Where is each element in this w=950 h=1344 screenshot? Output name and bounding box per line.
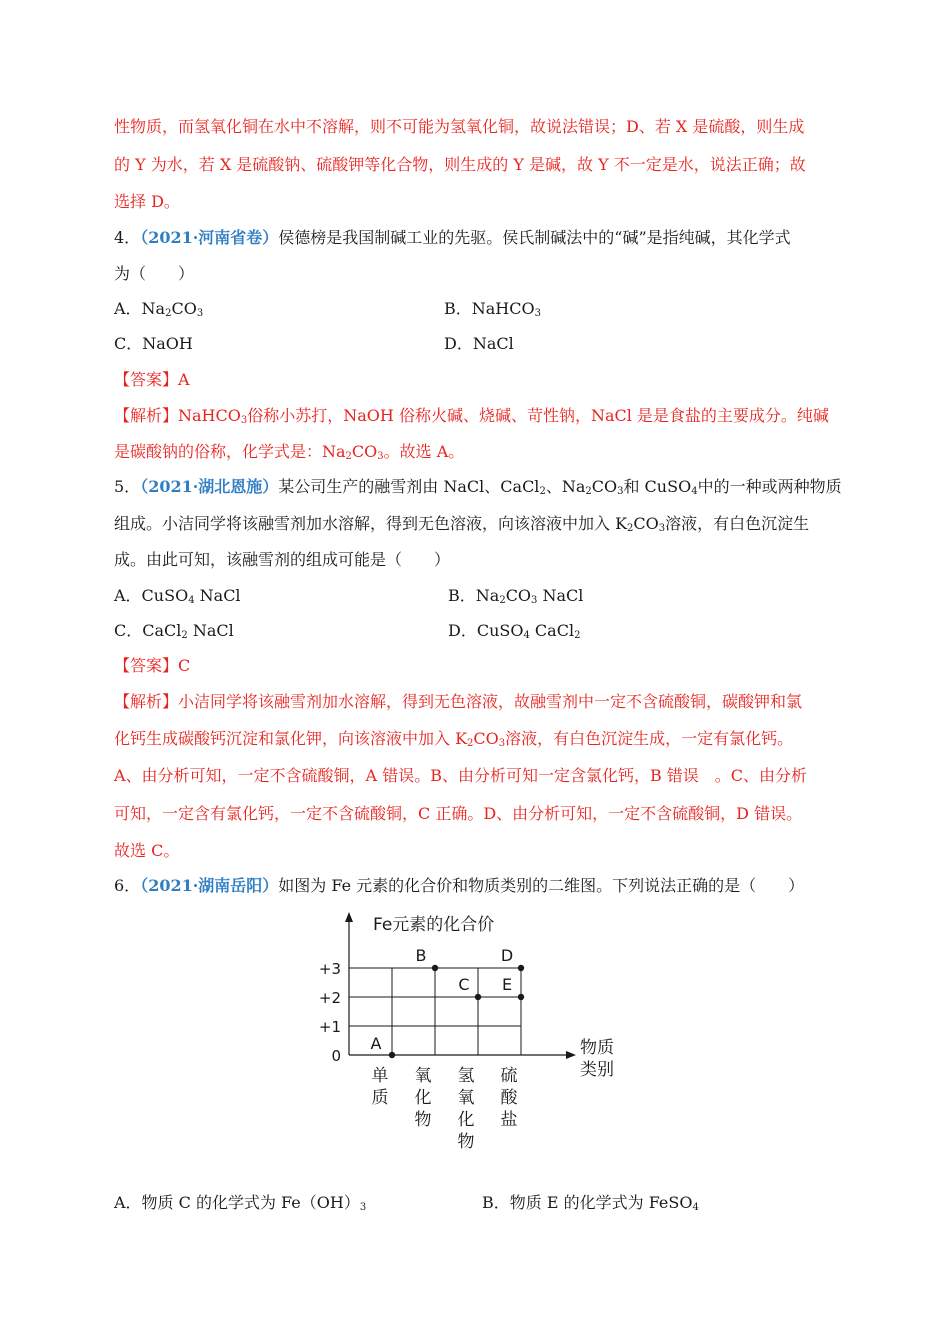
q5-option-b	[448, 586, 583, 606]
x-category-label	[501, 1066, 519, 1130]
q5-analysis-line-2	[114, 729, 793, 749]
text: 溶液，有白色沉淀生成，一定有氯化钙。	[505, 729, 794, 748]
q6-stem	[114, 876, 804, 896]
x-category-char: 质	[371, 1088, 389, 1108]
point-label-D: D	[500, 946, 514, 965]
text: CO	[505, 586, 532, 605]
x-axis-label-line: 物质	[580, 1038, 614, 1058]
text: NaCl	[194, 586, 241, 605]
point-label-E: E	[501, 975, 513, 994]
text: A．CuSO	[114, 586, 189, 605]
sub: 2	[165, 308, 172, 319]
sub: 2	[627, 523, 634, 534]
sub: 3	[658, 523, 666, 534]
text: CO	[473, 729, 499, 748]
sub: 2	[467, 738, 474, 749]
q6-number: 6．	[114, 876, 141, 895]
y-axis-arrow	[345, 912, 353, 922]
sub: 4	[523, 630, 530, 641]
q5-option-a	[114, 586, 241, 606]
text: 俗称小苏打，NaOH 俗称火碱、烧碱、苛性钠，NaCl 是是食盐的主要成分。纯碱	[247, 406, 829, 425]
x-axis-arrow	[566, 1051, 576, 1059]
point-label-A: A	[370, 1034, 382, 1053]
q5-option-d	[448, 621, 580, 641]
q5-analysis-line-4: 可知，一定含有氯化钙，一定不含硫酸铜，C 正确。D、由分析可知，一定不含硫酸铜，D 错误。	[114, 804, 803, 823]
text: NaCl	[537, 586, 584, 605]
sub: 3	[196, 308, 204, 319]
sub: 3	[498, 738, 506, 749]
q6-option-b	[482, 1193, 699, 1213]
q5-source: （2021·湖北恩施）	[140, 477, 279, 496]
answer-tag: 【答案】	[114, 656, 179, 675]
sub: 4	[692, 1202, 699, 1213]
sub: 2	[499, 595, 506, 606]
x-axis-label	[580, 1038, 614, 1080]
q5-stem-line-3: 成。由此可知，该融雪剂的组成可能是（ ）	[114, 550, 451, 569]
text: CaCl	[529, 621, 575, 640]
x-category-label	[458, 1066, 475, 1152]
text: CO	[591, 477, 618, 496]
sub: 4	[691, 486, 698, 497]
x-category-label	[372, 1066, 389, 1108]
x-category-char: 单	[371, 1066, 389, 1086]
q4-option-a-text: A．Na	[114, 299, 166, 318]
q4-option-b	[444, 299, 541, 319]
x-category-char: 氧	[414, 1066, 432, 1086]
x-category-char: 化	[414, 1088, 432, 1108]
x-category-char: 硫	[500, 1066, 518, 1086]
fe-valence-chart	[318, 910, 630, 1160]
q4-number: 4．	[114, 228, 141, 247]
text: A．物质 C 的化学式为 Fe（OH）	[114, 1193, 360, 1212]
x-category-char: 酸	[500, 1088, 518, 1108]
point-label-B: B	[415, 946, 427, 965]
q4-analysis-line-2	[114, 442, 464, 462]
answer-value: C	[178, 656, 191, 675]
q5-number: 5．	[114, 477, 141, 496]
q4-option-c: C．NaOH	[114, 334, 193, 353]
point-E	[518, 994, 524, 1000]
text: 化钙生成碳酸钙沉淀和氯化钾，向该溶液中加入 K	[114, 729, 468, 748]
text: 、Na	[545, 477, 586, 496]
answer-tag: 【答案】	[114, 370, 179, 389]
text: B．Na	[448, 586, 500, 605]
q4-stem-line-2: 为（ ）	[114, 264, 195, 283]
text: CO	[351, 442, 378, 461]
text: NaHCO	[178, 406, 241, 425]
point-label-C: C	[458, 975, 470, 994]
q4-analysis-line-1	[114, 406, 829, 426]
q4-source: （2021·河南省卷）	[140, 228, 279, 247]
q4-option-d: D．NaCl	[444, 334, 514, 353]
x-category-char: 物	[457, 1132, 475, 1152]
sub: 3	[359, 1202, 367, 1213]
text: 如图为 Fe 元素的化合价和物质类别的二维图。下列说法正确的是（ ）	[278, 876, 805, 895]
text: C．CaCl	[114, 621, 182, 640]
q5-stem-line-2	[114, 514, 809, 534]
q5-option-c	[114, 621, 234, 641]
text: CO	[633, 514, 659, 533]
sub: 3	[531, 595, 538, 606]
x-axis-label-line: 类别	[580, 1060, 614, 1080]
y-tick-label: 0	[331, 1047, 341, 1065]
analysis-tag: 【解析】	[114, 692, 179, 711]
q5-analysis-line-1	[114, 692, 802, 712]
text: 是碳酸钠的俗称，化学式是：Na	[114, 442, 346, 461]
x-category-char: 物	[414, 1110, 432, 1130]
analysis-tag: 【解析】	[114, 406, 179, 425]
point-B	[432, 965, 438, 971]
sub: 2	[345, 451, 352, 462]
y-tick-label: +2	[318, 989, 341, 1007]
text: NaCl	[187, 621, 234, 640]
y-tick-label: +3	[318, 960, 341, 978]
q5-analysis-line-5: 故选 C。	[114, 841, 180, 860]
q4-stem: 侯德榜是我国制碱工业的先驱。侯氏制碱法中的“碱”是指纯碱，其化学式	[278, 228, 791, 247]
q5-analysis-line-3: A、由分析可知，一定不含硫酸铜，A 错误。B、由分析可知一定含氯化钙，B 错误 。C、由分析	[114, 766, 808, 785]
q6-source: （2021·湖南岳阳）	[140, 876, 279, 895]
intro-line-2: 的 Y 为水，若 X 是硫酸钠、硫酸钾等化合物，则生成的 Y 是碱，故 Y 不一定是水，说法正确；故	[114, 155, 806, 174]
sub: 2	[181, 630, 188, 641]
text: 。故选 A。	[383, 442, 465, 461]
x-category-label	[415, 1066, 432, 1130]
intro-line-1: 性物质，而氢氧化铜在水中不溶解，则不可能为氢氧化铜，故说法错误；D、若 X 是硫酸，则生成	[114, 117, 805, 136]
text: D．CuSO	[448, 621, 524, 640]
x-category-char: 化	[457, 1110, 475, 1130]
sub: 3	[240, 415, 248, 426]
q4-option-a	[114, 299, 203, 319]
point-C	[475, 994, 481, 1000]
x-category-char: 盐	[500, 1110, 518, 1130]
y-tick-label: +1	[318, 1018, 341, 1036]
x-category-char: 氢	[457, 1066, 475, 1086]
q6-option-a	[114, 1193, 366, 1213]
sub: 3	[377, 451, 384, 462]
text: 小洁同学将该融雪剂加水溶解，得到无色溶液，故融雪剂中一定不含硫酸铜，碳酸钾和氯	[178, 692, 803, 711]
text: 溶液，有白色沉淀生	[665, 514, 810, 533]
q4-answer	[114, 370, 190, 390]
text: B．物质 E 的化学式为 FeSO	[482, 1193, 693, 1212]
point-A	[389, 1052, 395, 1058]
text: 中的一种或两种物质	[697, 477, 842, 496]
text: 组成。小洁同学将该融雪剂加水溶解，得到无色溶液，向该溶液中加入 K	[114, 514, 628, 533]
sub: 3	[617, 486, 624, 497]
text: 和 CuSO	[623, 477, 692, 496]
point-D	[518, 965, 524, 971]
answer-value: A	[178, 370, 190, 389]
sub: 2	[539, 486, 546, 497]
chart-title: Fe元素的化合价	[373, 915, 495, 935]
x-category-char: 氧	[457, 1088, 475, 1108]
q4-option-a-text2: CO	[171, 299, 197, 318]
sub: 2	[574, 630, 581, 641]
sub: 3	[534, 308, 541, 319]
q4-option-b-text: B．NaHCO	[444, 299, 535, 318]
q5-stem-line-1	[114, 477, 842, 497]
sub: 4	[188, 595, 195, 606]
intro-line-3: 选择 D。	[114, 192, 180, 211]
q4-stem-line-1	[114, 228, 791, 248]
q5-answer	[114, 656, 190, 676]
text: 某公司生产的融雪剂由 NaCl、CaCl	[278, 477, 540, 496]
sub: 2	[585, 486, 592, 497]
